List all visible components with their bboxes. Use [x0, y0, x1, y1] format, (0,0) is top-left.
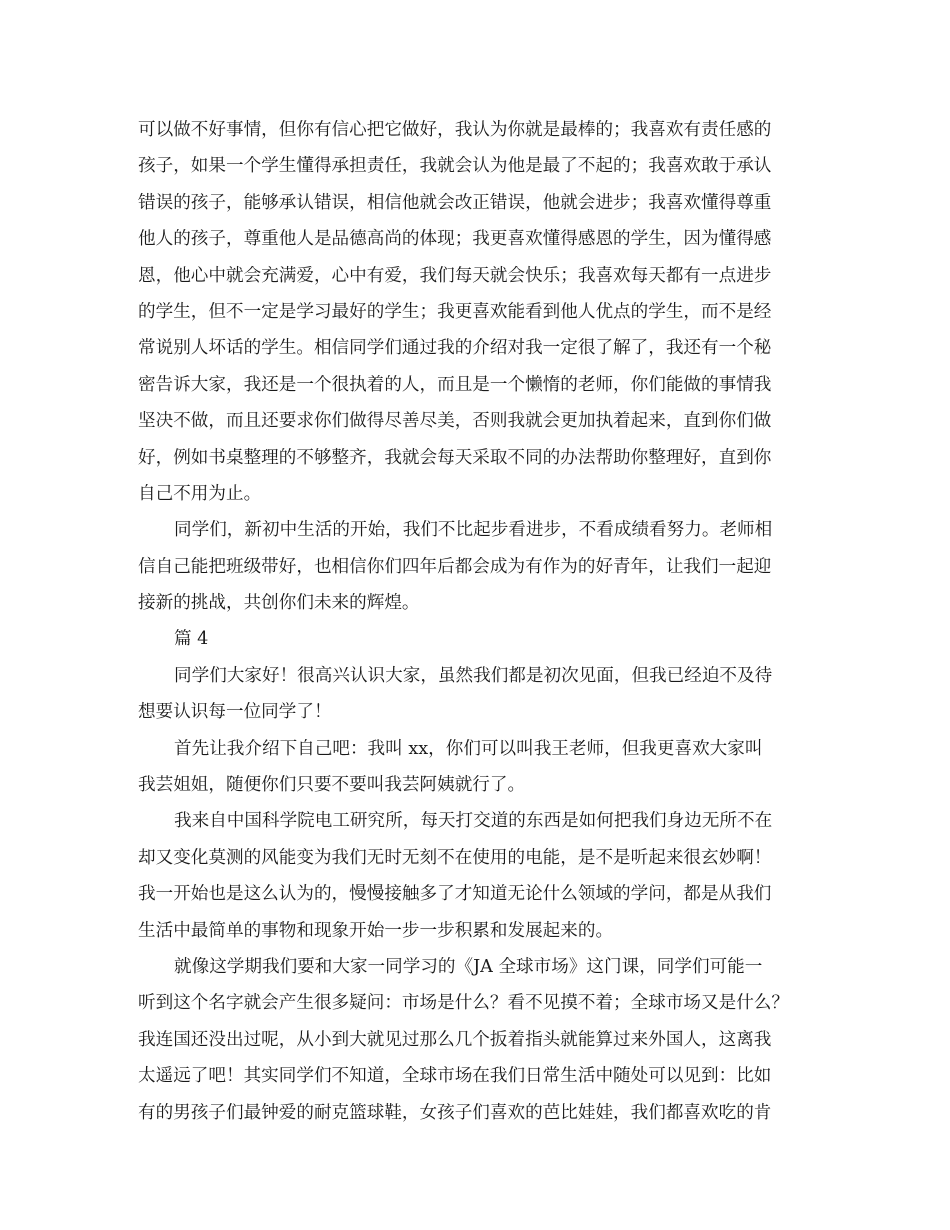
- text-line: 生活中最简单的事物和现象开始一步一步积累和发展起来的。: [138, 920, 614, 941]
- paragraph-first-line: 就像这学期我们要和大家一同学习的《JA 全球市场》这门课，同学们可能一: [174, 956, 763, 977]
- text-line: 听到这个名字就会产生很多疑问：市场是什么？看不见摸不着；全球市场又是什么？: [138, 993, 789, 1014]
- text-line: 我一开始也是这么认为的，慢慢接触多了才知道无论什么领域的学问，都是从我们: [138, 884, 772, 905]
- paragraph-first-line: 我来自中国科学院电工研究所，每天打交道的东西是如何把我们身边无所不在: [174, 811, 773, 832]
- section-heading: 篇 4: [174, 629, 209, 650]
- document-body: [138, 112, 828, 1131]
- paragraph-first-line: 首先让我介绍下自己吧：我叫 xx，你们可以叫我王老师，但我更喜欢大家叫: [174, 738, 763, 759]
- text-line: 我芸姐姐，随便你们只要不要叫我芸阿姨就行了。: [138, 775, 526, 796]
- text-line: 可以做不好事情，但你有信心把它做好，我认为你就是最棒的；我喜欢有责任感的: [138, 120, 772, 140]
- text-line: 太遥远了吧！其实同学们不知道，全球市场在我们日常生活中随处可以见到：比如: [138, 1066, 772, 1087]
- text-line: 密告诉大家，我还是一个很执着的人，而且是一个懒惰的老师，你们能做的事情我: [138, 374, 772, 395]
- text-line: 孩子，如果一个学生懂得承担责任，我就会认为他是最了不起的；我喜欢敢于承认: [138, 156, 772, 177]
- text-line: 接新的挑战，共创你们未来的辉煌。: [138, 593, 420, 614]
- text-line: 恩，他心中就会充满爱，心中有爱，我们每天就会快乐；我喜欢每天都有一点进步: [138, 265, 772, 286]
- text-line: 我连国还没出过呢，从小到大就见过那么几个扳着指头就能算过来外国人，这离我: [138, 1029, 772, 1050]
- text-line: 坚决不做，而且还要求你们做得尽善尽美，否则我就会更加执着起来，直到你们做: [138, 411, 772, 432]
- paragraph-first-line: 同学们，新初中生活的开始，我们不比起步看进步，不看成绩看努力。老师相: [174, 520, 773, 541]
- text-line: 有的男孩子们最钟爱的耐克篮球鞋，女孩子们喜欢的芭比娃娃，我们都喜欢吃的肯: [138, 1102, 772, 1123]
- text-line: 常说别人坏话的学生。相信同学们通过我的介绍对我一定很了解了，我还有一个秘: [138, 338, 772, 359]
- text-line: 信自己能把班级带好，也相信你们四年后都会成为有作为的好青年，让我们一起迎: [138, 556, 772, 577]
- text-line: 他人的孩子，尊重他人是品德高尚的体现；我更喜欢懂得感恩的学生，因为懂得感: [138, 229, 772, 250]
- text-line: 的学生，但不一定是学习最好的学生；我更喜欢能看到他人优点的学生，而不是经: [138, 301, 772, 322]
- text-line: 好，例如书桌整理的不够整齐，我就会每天采取不同的办法帮助你整理好，直到你: [138, 447, 772, 468]
- text-line: 错误的孩子，能够承认错误，相信他就会改正错误，他就会进步；我喜欢懂得尊重: [138, 192, 772, 213]
- text-line: 却又变化莫测的风能变为我们无时无刻不在使用的电能，是不是听起来很玄妙啊！: [138, 847, 772, 868]
- text-line: 自己不用为止。: [138, 483, 262, 504]
- text-line: 想要认识每一位同学了！: [138, 702, 332, 723]
- paragraph-first-line: 同学们大家好！很高兴认识大家，虽然我们都是初次见面，但我已经迫不及待: [174, 665, 773, 686]
